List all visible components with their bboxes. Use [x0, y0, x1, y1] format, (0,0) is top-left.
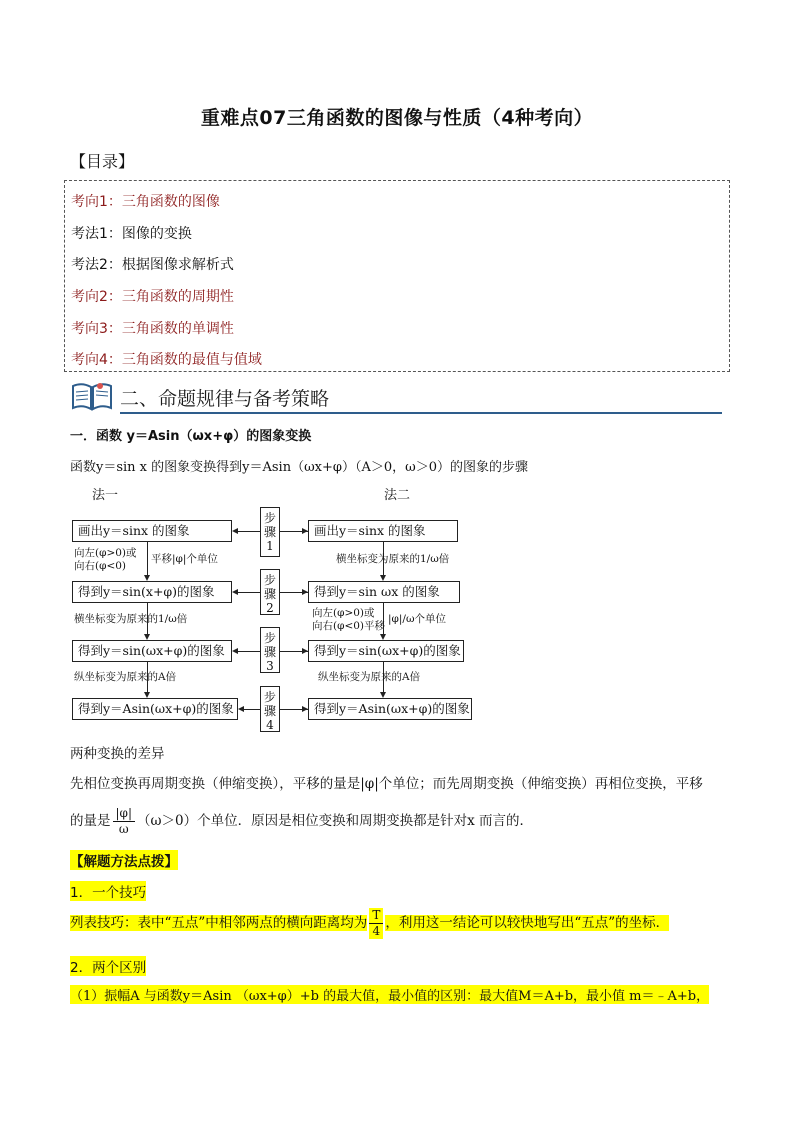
toc-item[interactable]: 考法1：图像的变换: [71, 225, 192, 242]
tip-text: ，利用这一结论可以较快地写出“五点”的坐标．: [385, 915, 670, 931]
right-annotation: 纵坐标变为原来的A倍: [318, 671, 421, 683]
right-step-box: 得到y＝Asin(ωx+φ)的图象: [308, 698, 472, 720]
step-label: 步骤4: [260, 686, 280, 732]
toc-item[interactable]: 考法2：根据图像求解析式: [71, 257, 234, 274]
tip-text: 列表技巧：表中“五点”中相邻两点的横向距离均为: [70, 915, 368, 931]
fraction-numerator: |φ|: [113, 806, 136, 822]
left-step-box: 画出y＝sinx 的图象: [72, 520, 232, 542]
step-label: 步骤1: [260, 507, 280, 557]
subsection-title: 一．函数 y＝Asin（ωx+φ）的图象变换: [70, 429, 312, 444]
toc-item[interactable]: 考向2：三角函数的周期性: [71, 289, 234, 306]
fraction-numerator: T: [369, 908, 383, 924]
toc-heading: 【目录】: [70, 152, 135, 171]
difference-title: 两种变换的差异: [70, 746, 165, 762]
method-two-label: 法二: [384, 488, 411, 503]
left-step-box: 得到y＝sin(ωx+φ)的图象: [72, 640, 232, 662]
left-step-box: 得到y＝sin(x+φ)的图象: [72, 581, 232, 603]
right-annotation: |φ|/ω个单位: [388, 613, 447, 625]
tip-paragraph: [70, 908, 669, 939]
tip-heading-one: 1．一个技巧: [70, 881, 146, 901]
right-step-box: 得到y＝sin(ωx+φ)的图象: [308, 640, 464, 662]
left-annotation: 向左(φ>0)或: [74, 547, 137, 559]
table-of-contents: [64, 180, 730, 372]
step-label: 步骤3: [260, 627, 280, 673]
open-book-icon: [70, 380, 114, 412]
left-annotation: 向右(φ<0): [74, 560, 127, 572]
method-one-label: 法一: [92, 488, 119, 503]
left-step-box: 得到y＝Asin(ωx+φ)的图象: [72, 698, 238, 720]
difference-text: 的量是: [70, 813, 111, 829]
difference-line-1: 先相位变换再周期变换（伸缩变换），平移的量是|φ|个单位；而先周期变换（伸缩变换）再相位变换，平移: [70, 776, 703, 792]
intro-paragraph: 函数y＝sin x 的图象变换得到y＝Asin（ωx+φ）（A＞0，ω＞0）的图象的步骤: [70, 460, 529, 475]
tip-heading-two: 2．两个区别: [70, 956, 146, 976]
right-annotation: 横坐标变为原来的1/ω倍: [336, 553, 450, 565]
section-title: 二、命题规律与备考策略: [120, 388, 330, 410]
toc-item[interactable]: 考向3：三角函数的单调性: [71, 320, 234, 337]
left-annotation: 纵坐标变为原来的A倍: [74, 671, 177, 683]
phi-over-omega-fraction: [113, 806, 136, 837]
method-tips-heading: 【解题方法点拨】: [70, 850, 178, 870]
difference-paragraph: （1）振幅A 与函数y＝Asin （ωx+φ）+b 的最大值，最小值的区别：最大值M＝A+b，最小值 m＝﹣A+b，: [70, 985, 709, 1004]
step-label: 步骤2: [260, 569, 280, 615]
right-annotation: 向右(φ<0)平移: [312, 620, 386, 632]
toc-item[interactable]: 考向4：三角函数的最值与值域: [71, 352, 262, 369]
right-step-box: 画出y＝sinx 的图象: [308, 520, 458, 542]
toc-item[interactable]: 考向1：三角函数的图像: [71, 194, 220, 210]
left-annotation: 横坐标变为原来的1/ω倍: [74, 613, 188, 625]
difference-text: （ω＞0）个单位．原因是相位变换和周期变换都是针对x 而言的．: [137, 813, 534, 829]
page-title: 重难点07三角函数的图像与性质（4种考向）: [200, 107, 594, 129]
left-annotation: 平移|φ|个单位: [151, 553, 218, 565]
section-underline: [120, 412, 722, 414]
right-annotation: 向左(φ>0)或: [312, 607, 375, 619]
transform-diagram: [72, 505, 482, 735]
fraction-denominator: 4: [372, 924, 381, 938]
difference-line-2: [70, 806, 533, 837]
right-step-box: 得到y＝sin ωx 的图象: [308, 581, 460, 603]
fraction-denominator: ω: [118, 822, 129, 836]
t-over-4-fraction: [369, 908, 383, 939]
section-header: [70, 380, 722, 414]
